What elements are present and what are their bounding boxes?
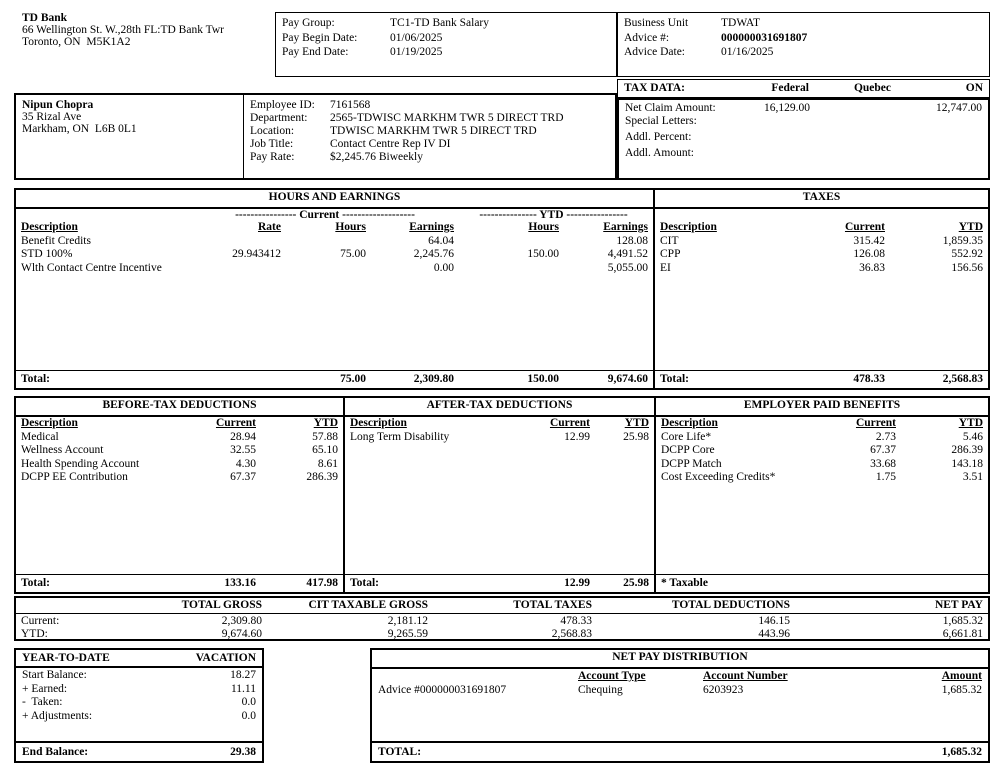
benefit-ytd: 286.39	[951, 444, 983, 456]
job-title-row	[250, 138, 609, 151]
table-row	[16, 710, 262, 724]
summary-current-row	[16, 614, 988, 629]
special-letters-federal	[735, 115, 810, 128]
net-pay-distribution-section	[370, 648, 990, 763]
advice-number-value: 000000031691807	[721, 31, 808, 44]
total-earnings: 2,309.80	[413, 372, 454, 385]
col-amount: Amount	[941, 670, 982, 682]
benefit-description: DCPP Match	[661, 457, 722, 470]
company-address-line2: Toronto, ON M5K1A2	[22, 36, 131, 48]
distribution-column-headers	[372, 669, 988, 684]
total-current: 133.16	[224, 576, 256, 589]
total-rate	[191, 373, 281, 387]
employee-box	[14, 93, 617, 180]
total-hours: 75.00	[340, 372, 366, 385]
table-row	[655, 235, 988, 249]
hours-earnings-section	[14, 188, 655, 390]
addl-amount-row	[625, 147, 982, 160]
distribution-amount: 1,685.32	[941, 683, 982, 696]
earning-ytd-amount: 4,491.52	[607, 248, 648, 260]
vacation-value: 11.11	[230, 682, 256, 695]
col-cit-taxable-gross: CIT TAXABLE GROSS	[308, 599, 428, 611]
ytd-total-deductions: 443.96	[758, 628, 790, 640]
deduction-current: 28.94	[230, 430, 256, 443]
net-claim-row	[625, 102, 982, 115]
location-value: TDWISC MARKHM TWR 5 DIRECT TRD	[330, 125, 537, 137]
hours-earnings-group-header	[16, 209, 653, 221]
distribution-account-type: Chequing	[578, 683, 623, 696]
distribution-total-row	[372, 741, 988, 761]
vacation-label: Start Balance:	[22, 669, 87, 681]
addl-percent-quebec	[810, 131, 892, 144]
deduction-description: Medical	[21, 430, 59, 443]
total-current: 478.33	[853, 372, 885, 385]
col-total-taxes: TOTAL TAXES	[513, 599, 592, 611]
earning-description: Wlth Contact Centre Incentive	[21, 261, 162, 274]
employer-benefits-section	[656, 396, 990, 594]
earning-rate	[191, 262, 281, 276]
summary-ytd-label: YTD:	[21, 628, 48, 640]
pay-group-row	[282, 16, 610, 31]
business-unit-row	[624, 16, 983, 31]
total-label: Total:	[350, 576, 379, 589]
vacation-title-row	[16, 650, 262, 668]
table-row	[16, 262, 653, 276]
table-row	[656, 444, 988, 458]
total-ytd-hours: 150.00	[527, 372, 559, 385]
employee-id-value: 7161568	[330, 99, 371, 111]
pay-end-date-value: 01/19/2025	[390, 46, 443, 58]
vacation-label: + Earned:	[22, 682, 68, 695]
total-label: Total:	[21, 576, 50, 589]
benefit-ytd: 5.46	[962, 430, 983, 443]
earning-hours: 75.00	[340, 248, 366, 260]
summary-column-headers	[16, 598, 988, 614]
pay-begin-date-value: 01/06/2025	[390, 31, 443, 44]
vacation-title-left: YEAR-TO-DATE	[22, 652, 110, 664]
tax-data-title: TAX DATA:	[624, 82, 686, 94]
ytd-total-taxes: 2,568.83	[551, 628, 592, 640]
advice-box	[617, 12, 990, 77]
col-current: Current	[855, 417, 896, 429]
vacation-value: 0.0	[241, 709, 256, 722]
col-ytd: YTD	[958, 417, 983, 429]
table-row	[16, 431, 343, 445]
net-claim-quebec	[810, 102, 892, 115]
col-total-deductions: TOTAL DEDUCTIONS	[671, 599, 790, 611]
col-ytd-hours: Hours	[528, 221, 559, 233]
tax-description: CIT	[660, 234, 679, 247]
company-block	[22, 12, 224, 48]
summary-current-label: Current:	[21, 614, 60, 627]
current-net-pay: 1,685.32	[942, 614, 983, 627]
earning-hours	[281, 235, 366, 249]
col-ytd: YTD	[313, 417, 338, 429]
benefit-description: Core Life*	[661, 430, 712, 443]
benefit-description: DCPP Core	[661, 444, 715, 456]
benefit-description: Cost Exceeding Credits*	[661, 471, 776, 483]
before-tax-title: BEFORE-TAX DEDUCTIONS	[16, 398, 343, 417]
table-row	[372, 684, 988, 698]
benefit-current: 67.37	[870, 444, 896, 456]
business-unit-value: TDWAT	[721, 17, 760, 29]
table-row	[16, 248, 653, 262]
addl-percent-row	[625, 131, 982, 144]
deduction-ytd: 57.88	[312, 430, 338, 443]
table-row	[656, 458, 988, 472]
before-tax-section	[14, 396, 345, 594]
col-hours: Hours	[335, 221, 366, 233]
summary-section	[14, 596, 990, 641]
special-letters-on	[892, 115, 982, 128]
taxes-section	[655, 188, 990, 390]
hours-earnings-title: HOURS AND EARNINGS	[16, 190, 653, 209]
tax-description: CPP	[660, 248, 681, 260]
current-total-deductions: 146.15	[758, 614, 790, 627]
deduction-description: Wellness Account	[21, 444, 104, 456]
hours-earnings-column-headers	[16, 221, 653, 235]
total-current: 12.99	[564, 576, 590, 589]
earning-description: Benefit Credits	[21, 234, 91, 247]
deduction-current: 4.30	[235, 457, 256, 470]
vacation-value: 0.0	[241, 696, 256, 708]
employee-name: Nipun Chopra	[22, 99, 94, 111]
table-row	[656, 431, 988, 445]
table-row	[16, 458, 343, 472]
tax-current: 315.42	[853, 234, 885, 247]
job-title-label: Job Title:	[250, 138, 294, 150]
ytd-total-gross: 9,674.60	[221, 628, 262, 640]
pay-begin-date-label: Pay Begin Date:	[282, 31, 358, 44]
job-title-value: Contact Centre Rep IV DI	[330, 138, 451, 150]
total-amount: 1,685.32	[941, 746, 982, 758]
benefit-current: 1.75	[875, 471, 896, 483]
after-tax-section	[345, 396, 656, 594]
earning-amount: 0.00	[433, 261, 454, 274]
taxable-footnote-row	[656, 574, 988, 593]
employee-details-block	[244, 95, 615, 178]
ytd-cit-taxable-gross: 9,265.59	[387, 628, 428, 640]
tax-description: EI	[660, 261, 671, 274]
earning-amount: 2,245.76	[413, 248, 454, 260]
taxes-column-headers	[655, 221, 988, 235]
col-ytd: YTD	[958, 221, 983, 233]
col-ytd: YTD	[624, 417, 649, 429]
deduction-description: Health Spending Account	[21, 457, 140, 470]
pay-group-value: TC1-TD Bank Salary	[390, 17, 490, 29]
end-balance-value: 29.38	[230, 746, 256, 758]
after-tax-total-row	[345, 574, 654, 593]
col-account-number: Account Number	[703, 670, 788, 682]
after-tax-title: AFTER-TAX DEDUCTIONS	[345, 398, 654, 417]
deduction-ytd: 65.10	[312, 444, 338, 456]
table-row	[16, 696, 262, 710]
col-description: Description	[21, 221, 78, 233]
employee-id-label: Employee ID:	[250, 99, 315, 111]
deduction-description: Long Term Disability	[350, 430, 450, 443]
col-description: Description	[661, 417, 718, 429]
before-tax-column-headers	[16, 417, 343, 431]
location-row	[250, 125, 609, 138]
table-row	[655, 262, 988, 276]
summary-ytd-row	[16, 628, 988, 642]
addl-amount-on	[892, 147, 982, 160]
advice-number-row	[624, 31, 983, 46]
table-row	[16, 235, 653, 249]
taxes-total-row	[655, 370, 988, 389]
tax-ytd: 552.92	[951, 248, 983, 260]
distribution-advice: Advice #000000031691807	[378, 683, 507, 696]
total-label: TOTAL:	[378, 746, 422, 758]
col-description: Description	[350, 417, 407, 429]
employee-id-row	[250, 99, 609, 112]
vacation-section	[14, 648, 264, 763]
department-value: 2565-TDWISC MARKHM TWR 5 DIRECT TRD	[330, 112, 564, 124]
col-ytd-earnings: Earnings	[603, 221, 648, 233]
pay-rate-row	[250, 151, 609, 164]
total-ytd: 25.98	[623, 576, 649, 589]
col-total-gross: TOTAL GROSS	[181, 599, 262, 611]
earning-ytd-hours: 150.00	[527, 248, 559, 260]
current-total-taxes: 478.33	[560, 614, 592, 627]
total-ytd-earnings: 9,674.60	[607, 372, 648, 385]
special-letters-row	[625, 115, 982, 128]
table-row	[345, 431, 654, 445]
department-row	[250, 112, 609, 125]
special-letters-quebec	[810, 115, 892, 128]
col-earnings: Earnings	[409, 221, 454, 233]
current-total-gross: 2,309.80	[221, 614, 262, 627]
employer-benefits-column-headers	[656, 417, 988, 431]
earning-ytd-amount: 5,055.00	[607, 261, 648, 274]
col-description: Description	[660, 221, 717, 233]
table-row	[16, 471, 343, 485]
benefit-current: 33.68	[870, 457, 896, 470]
tax-data-col-on: ON	[965, 82, 983, 94]
addl-amount-quebec	[810, 147, 892, 160]
vacation-value: 18.27	[230, 669, 256, 681]
department-label: Department:	[250, 112, 308, 124]
col-net-pay: NET PAY	[934, 599, 983, 611]
earning-hours	[281, 262, 366, 276]
end-balance-label: End Balance:	[22, 746, 89, 758]
tax-data-col-federal: Federal	[771, 82, 809, 94]
pay-rate-value: $2,245.76 Biweekly	[330, 151, 423, 163]
vacation-title-right: VACATION	[195, 652, 256, 664]
tax-ytd: 156.56	[951, 261, 983, 274]
company-name: TD Bank	[22, 12, 68, 24]
special-letters-label: Special Letters:	[625, 115, 697, 127]
col-account-type: Account Type	[578, 670, 646, 682]
advice-date-row	[624, 45, 983, 60]
employee-address-line2: Markham, ON L6B 0L1	[22, 123, 137, 135]
tax-ytd: 1,859.35	[942, 234, 983, 247]
addl-amount-label: Addl. Amount:	[625, 147, 695, 159]
addl-percent-on	[892, 131, 982, 144]
deduction-current: 67.37	[230, 471, 256, 483]
addl-amount-federal	[735, 147, 810, 160]
vacation-label: + Adjustments:	[22, 709, 93, 722]
tax-data-values-box	[617, 98, 990, 180]
addl-percent-label: Addl. Percent:	[625, 131, 692, 143]
employee-address-block	[16, 95, 244, 178]
advice-number-label: Advice #:	[624, 31, 670, 44]
col-current: Current	[215, 417, 256, 429]
earning-amount: 64.04	[428, 234, 454, 247]
summary-header-spacer	[21, 599, 106, 613]
total-ytd: 2,568.83	[942, 372, 983, 385]
company-address-line1: 66 Wellington St. W.,28th FL:TD Bank Twr	[22, 24, 224, 36]
col-current: Current	[844, 221, 885, 233]
earning-ytd-hours	[454, 235, 559, 249]
tax-current: 126.08	[853, 248, 885, 260]
business-unit-label: Business Unit	[624, 17, 689, 29]
earning-ytd-amount: 128.08	[616, 234, 648, 247]
pay-rate-label: Pay Rate:	[250, 151, 295, 163]
pay-begin-date-row	[282, 31, 610, 46]
deduction-description: DCPP EE Contribution	[21, 471, 128, 483]
employer-benefits-title: EMPLOYER PAID BENEFITS	[656, 398, 988, 417]
group-header-spacer	[21, 209, 191, 221]
earning-rate	[191, 235, 281, 249]
employee-address-line1: 35 Rizal Ave	[22, 111, 82, 123]
net-claim-on: 12,747.00	[936, 102, 982, 114]
ytd-group-label: --------------- YTD ----------------	[479, 209, 628, 221]
vacation-end-balance-row	[16, 741, 262, 761]
advice-date-value: 01/16/2025	[721, 46, 774, 58]
deduction-ytd: 286.39	[306, 471, 338, 483]
before-tax-total-row	[16, 574, 343, 593]
taxes-spacer	[655, 209, 988, 221]
benefit-ytd: 143.18	[951, 457, 983, 470]
col-rate: Rate	[258, 221, 281, 233]
table-row	[16, 683, 262, 697]
distribution-account-number: 6203923	[703, 683, 744, 696]
after-tax-column-headers	[345, 417, 654, 431]
taxable-footnote: * Taxable	[661, 576, 708, 589]
advice-date-label: Advice Date:	[624, 46, 685, 58]
taxes-title: TAXES	[655, 190, 988, 209]
current-cit-taxable-gross: 2,181.12	[387, 614, 428, 627]
table-row	[16, 444, 343, 458]
tax-data-col-quebec: Quebec	[853, 82, 891, 94]
net-claim-federal: 16,129.00	[764, 102, 810, 114]
earning-description: STD 100%	[21, 248, 73, 260]
earning-rate: 29.943412	[232, 248, 281, 260]
pay-end-date-label: Pay End Date:	[282, 46, 349, 58]
distribution-header-spacer	[378, 670, 578, 684]
table-row	[16, 668, 262, 683]
total-label: Total:	[21, 372, 50, 385]
pay-group-label: Pay Group:	[282, 17, 335, 29]
hours-earnings-total-row	[16, 370, 653, 389]
tax-data-header	[617, 79, 990, 98]
net-pay-distribution-title: NET PAY DISTRIBUTION	[372, 650, 988, 669]
vacation-label: - Taken:	[22, 696, 63, 708]
total-label: Total:	[660, 372, 689, 385]
benefit-ytd: 3.51	[962, 471, 983, 483]
benefit-current: 2.73	[875, 430, 896, 443]
pay-end-date-row	[282, 45, 610, 60]
total-ytd: 417.98	[306, 576, 338, 589]
deduction-ytd: 25.98	[623, 430, 649, 443]
ytd-net-pay: 6,661.81	[942, 628, 983, 640]
col-description: Description	[21, 417, 78, 429]
table-row	[656, 471, 988, 485]
deduction-current: 12.99	[564, 430, 590, 443]
col-current: Current	[549, 417, 590, 429]
earning-ytd-hours	[454, 262, 559, 276]
location-label: Location:	[250, 125, 295, 137]
deduction-current: 32.55	[230, 444, 256, 456]
current-group-label: ---------------- Current -------------------	[235, 209, 415, 221]
deduction-ytd: 8.61	[317, 457, 338, 470]
pay-period-box	[275, 12, 617, 77]
tax-current: 36.83	[859, 261, 885, 274]
net-claim-label: Net Claim Amount:	[625, 102, 716, 114]
table-row	[655, 248, 988, 262]
addl-percent-federal	[735, 131, 810, 144]
